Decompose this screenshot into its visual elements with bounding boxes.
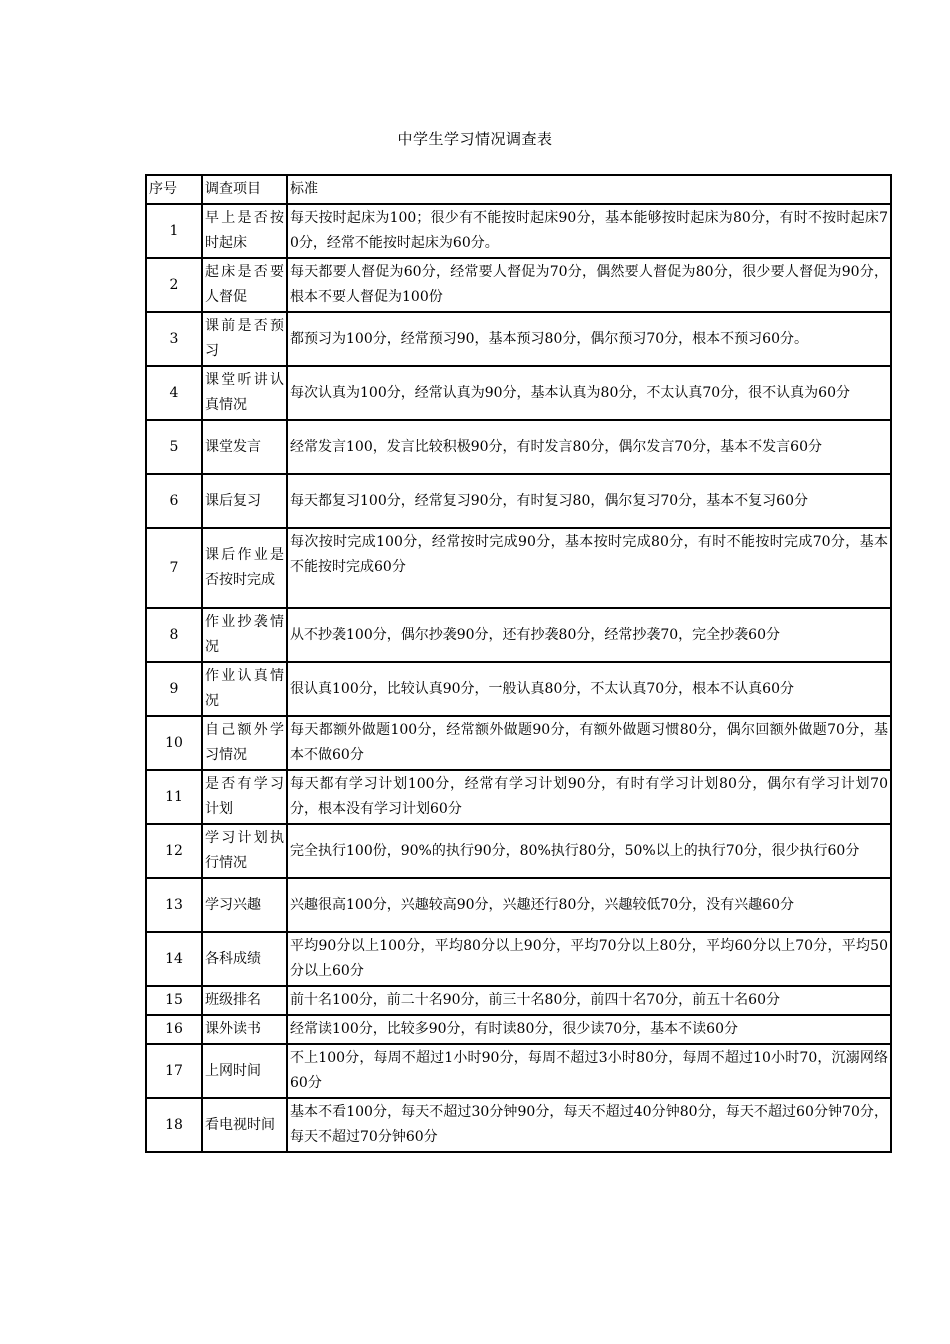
row-standard: 不上100分，每周不超过1小时90分，每周不超过3小时80分，每周不超过10小时70，沉溺网络60分: [287, 1044, 891, 1098]
row-standard: 从不抄袭100分，偶尔抄袭90分，还有抄袭80分，经常抄袭70，完全抄袭60分: [287, 608, 891, 662]
row-standard: 每天都有学习计划100分，经常有学习计划90分，有时有学习计划80分，偶尔有学习计划70分，根本没有学习计划60分: [287, 770, 891, 824]
table-row: [146, 824, 891, 878]
row-standard: 很认真100分，比较认真90分，一般认真80分，不太认真70分，根本不认真60分: [287, 662, 891, 716]
row-standard: 基本不看100分，每天不超过30分钟90分，每天不超过40分钟80分，每天不超过60分钟70分，每天不超过70分钟60分: [287, 1098, 891, 1152]
row-item: 课外读书: [202, 1015, 287, 1044]
row-standard: 前十名100分，前二十名90分，前三十名80分，前四十名70分，前五十名60分: [287, 986, 891, 1015]
row-item: 看电视时间: [202, 1098, 287, 1152]
row-standard: 平均90分以上100分，平均80分以上90分，平均70分以上80分，平均60分以上70分，平均50分以上60分: [287, 932, 891, 986]
row-number: 12: [146, 824, 202, 878]
table-header-row: [146, 175, 891, 204]
row-standard: 兴趣很高100分，兴趣较高90分，兴趣还行80分，兴趣较低70分，没有兴趣60分: [287, 878, 891, 932]
table-row: [146, 608, 891, 662]
table-row: [146, 1015, 891, 1044]
row-number: 8: [146, 608, 202, 662]
table-row: [146, 528, 891, 608]
table-row: [146, 716, 891, 770]
row-number: 7: [146, 528, 202, 608]
header-standard: 标准: [287, 175, 891, 204]
row-standard: 完全执行100份，90%的执行90分，80%执行80分，50%以上的执行70分，很少执行60分: [287, 824, 891, 878]
row-standard: 每次认真为100分，经常认真为90分，基本认真为80分，不太认真70分，很不认真为60分: [287, 366, 891, 420]
row-number: 18: [146, 1098, 202, 1152]
table-row: [146, 204, 891, 258]
row-item: 班级排名: [202, 986, 287, 1015]
row-item: 各科成绩: [202, 932, 287, 986]
row-item: 上网时间: [202, 1044, 287, 1098]
table-row: [146, 932, 891, 986]
row-item: 是否有学习计划: [202, 770, 287, 824]
table-row: [146, 474, 891, 528]
row-standard: 都预习为100分，经常预习90，基本预习80分，偶尔预习70分，根本不预习60分。: [287, 312, 891, 366]
row-item: 作业抄袭情况: [202, 608, 287, 662]
row-number: 16: [146, 1015, 202, 1044]
row-item: 起床是否要人督促: [202, 258, 287, 312]
row-item: 课后复习: [202, 474, 287, 528]
row-number: 6: [146, 474, 202, 528]
row-standard: 每天按时起床为100；很少有不能按时起床90分，基本能够按时起床为80分，有时不按时起床70分，经常不能按时起床为60分。: [287, 204, 891, 258]
row-item: 学习兴趣: [202, 878, 287, 932]
row-standard: 经常发言100，发言比较积极90分，有时发言80分，偶尔发言70分，基本不发言60分: [287, 420, 891, 474]
table-row: [146, 1044, 891, 1098]
table-row: [146, 986, 891, 1015]
table-row: [146, 770, 891, 824]
row-number: 11: [146, 770, 202, 824]
row-number: 13: [146, 878, 202, 932]
table-row: [146, 258, 891, 312]
header-item: 调查项目: [202, 175, 287, 204]
row-standard: 每天都要人督促为60分，经常要人督促为70分，偶然要人督促为80分，很少要人督促为90分，根本不要人督促为100份: [287, 258, 891, 312]
row-item: 学习计划执行情况: [202, 824, 287, 878]
row-standard: 每天都复习100分，经常复习90分，有时复习80，偶尔复习70分，基本不复习60分: [287, 474, 891, 528]
row-number: 5: [146, 420, 202, 474]
row-standard: 每次按时完成100分，经常按时完成90分，基本按时完成80分，有时不能按时完成70分，基本不能按时完成60分: [287, 528, 891, 608]
document-title: 中学生学习情况调查表: [397, 130, 553, 148]
table-row: [146, 420, 891, 474]
row-number: 14: [146, 932, 202, 986]
row-number: 4: [146, 366, 202, 420]
table-row: [146, 366, 891, 420]
table-row: [146, 878, 891, 932]
row-item: 课堂听讲认真情况: [202, 366, 287, 420]
table-row: [146, 1098, 891, 1152]
row-number: 17: [146, 1044, 202, 1098]
header-number: 序号: [146, 175, 202, 204]
row-number: 15: [146, 986, 202, 1015]
table-row: [146, 662, 891, 716]
table-row: [146, 312, 891, 366]
row-standard: 每天都额外做题100分，经常额外做题90分，有额外做题习惯80分，偶尔回额外做题70分，基本不做60分: [287, 716, 891, 770]
row-number: 2: [146, 258, 202, 312]
row-number: 10: [146, 716, 202, 770]
row-item: 早上是否按时起床: [202, 204, 287, 258]
row-item: 课前是否预习: [202, 312, 287, 366]
row-item: 课后作业是否按时完成: [202, 528, 287, 608]
row-number: 3: [146, 312, 202, 366]
row-item: 课堂发言: [202, 420, 287, 474]
row-number: 1: [146, 204, 202, 258]
row-standard: 经常读100分，比较多90分，有时读80分，很少读70分，基本不读60分: [287, 1015, 891, 1044]
row-number: 9: [146, 662, 202, 716]
row-item: 自己额外学习情况: [202, 716, 287, 770]
row-item: 作业认真情况: [202, 662, 287, 716]
survey-table: [145, 174, 892, 1153]
